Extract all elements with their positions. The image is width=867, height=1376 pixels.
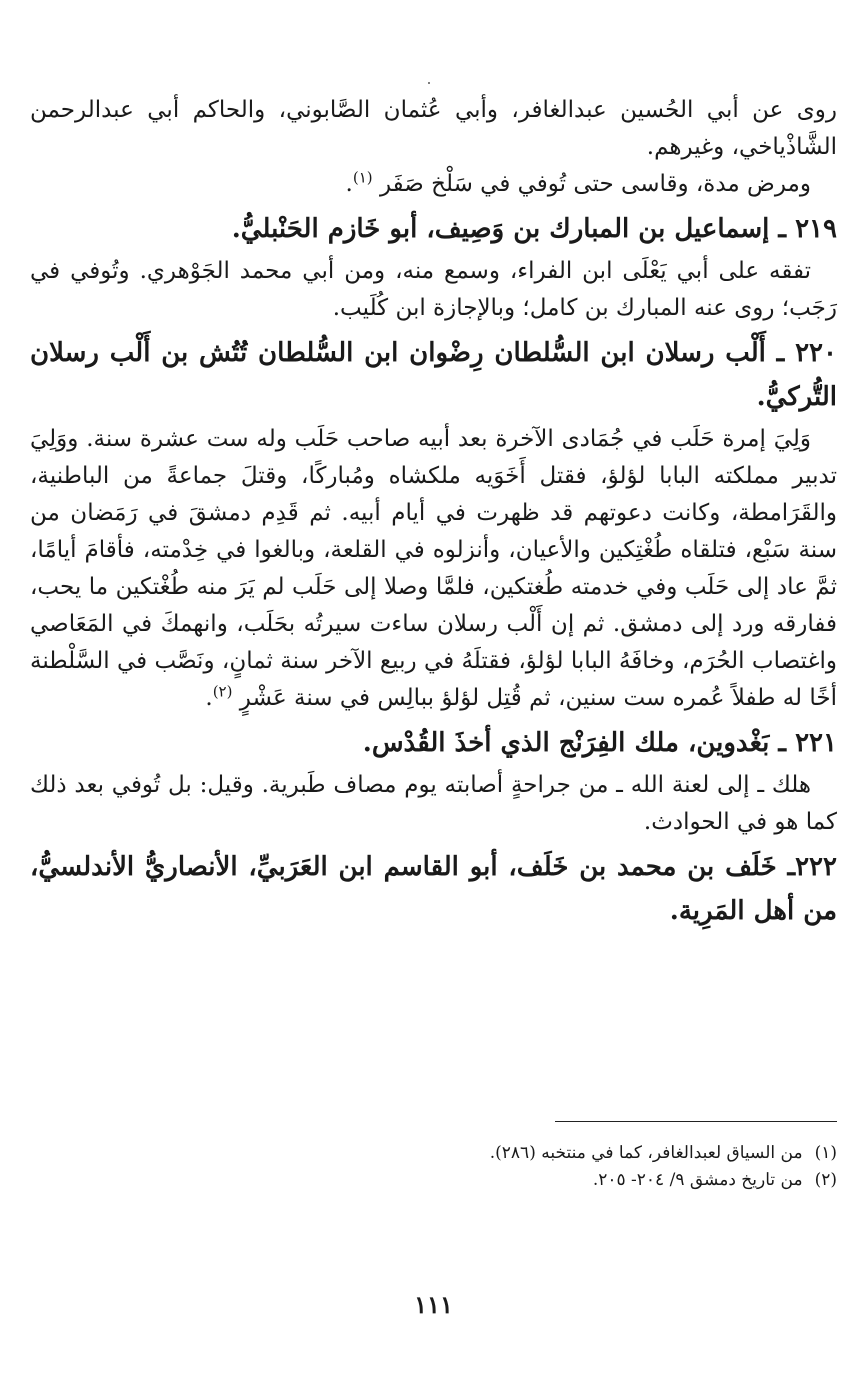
paragraph-text: وَلِيَ إمرة حَلَب في جُمَادى الآخرة بعد أبيه صاحب حَلَب وله ست عشرة سنة. ووَلِيَ تدبير مملكته البابا لؤلؤ، فقتل أَخَوَيه ملكشاه ومُباركًا، وقتلَ جماعةً من الباطنية، والقَرَامطة، وكانت دعوتهم قد ظهرت في أيام أبيه. ثم قَدِم دمشقَ في رَمَضان من سنة سَبْع، فتلقاه طُغْتِكين والأعيان، وأنزلوه في القلعة، وبالغوا في خِدْمته، فأقامَ أيامًا، ثمَّ عاد إلى حَلَب وفي خدمته طُغتكين، فلمَّا وصلا إلى حَلَب لم يَرَ منه طُغْتكين ما يحب، ففارقه ورد إلى دمشق. ثم إن أَلْب رسلان ساءت سيرتُه بحَلَب، وانهمكَ في المَعَاصي واغتصاب الحُرَم، وخافَهُ البابا لؤلؤ، فقتلَهُ في ربيع الآخر سنة ثمانٍ، ونَصَّب في السَّلْطنة أخًا له طفلاً عُمره ست سنين، ثم قُتِل لؤلؤ ببالِس في سنة عَشْرٍ	[30, 426, 837, 711]
entry-heading-221: ٢٢١ ـ بَغْدوين، ملك الفِرَنْج الذي أخذَ القُدْس.	[362, 728, 837, 758]
paragraph-text: روى عن أبي الحُسين عبدالغافر، وأبي عُثمان الصَّابوني، والحاكم أبي عبدالرحمن الشَّاذْياخي، وغيرهم.	[30, 97, 837, 160]
footnote-1	[30, 1140, 837, 1167]
footnote-2	[30, 1167, 837, 1194]
paragraph-text: ومرض مدة، وقاسى حتى تُوفي في سَلْخ صَفَر	[379, 171, 811, 197]
footnote-text: من تاريخ دمشق ٩/ ٢٠٤- ٢٠٥.	[592, 1170, 803, 1190]
paragraph-entry-221	[30, 767, 837, 841]
footnote-ref: (١)	[352, 168, 373, 187]
footnotes	[30, 1140, 837, 1194]
paragraph-entry-219	[30, 253, 837, 327]
entry-heading-220: ٢٢٠ ـ أَلْب رسلان ابن السُّلطان رِضْوان ابن السُّلطان تُتُش بن أَلْب رسلان التُّركيُّ.	[30, 338, 837, 412]
scan-speck	[428, 82, 430, 84]
entry-heading-222: ٢٢٢ـ خَلَف بن محمد بن خَلَف، أبو القاسم ابن العَرَبيِّ، الأنصاريُّ الأندلسيُّ، من أهل المَرِية.	[30, 852, 837, 926]
paragraph-text: تفقه على أبي يَعْلَى ابن الفراء، وسمع منه، ومن أبي محمد الجَوْهري. وتُوفي في رَجَب؛ روى عنه المبارك بن كامل؛ وبالإجازة ابن كُلَيب.	[30, 258, 837, 321]
footnote-divider	[555, 1121, 837, 1122]
paragraph-death-note	[30, 166, 837, 203]
footnote-number: (١)	[814, 1143, 837, 1163]
paragraph-narrators	[30, 92, 837, 166]
paragraph-tail: .	[345, 171, 353, 197]
page-number: ١١١	[414, 1290, 453, 1319]
footnote-number: (٢)	[814, 1170, 837, 1190]
entry-heading-219: ٢١٩ ـ إسماعيل بن المبارك بن وَصِيف، أبو خَازم الحَنْبليُّ.	[231, 214, 837, 244]
paragraph-tail: .	[205, 685, 213, 711]
footnote-text: من السياق لعبدالغافر، كما في منتخبه (٢٨٦).	[489, 1143, 803, 1163]
footnote-ref: (٢)	[212, 682, 233, 701]
paragraph-text: هلك ـ إلى لعنة الله ـ من جراحةٍ أصابته يوم مصاف طَبرية. وقيل: بل تُوفي بعد ذلك كما هو في الحوادث.	[30, 772, 837, 835]
paragraph-entry-220	[30, 421, 837, 717]
